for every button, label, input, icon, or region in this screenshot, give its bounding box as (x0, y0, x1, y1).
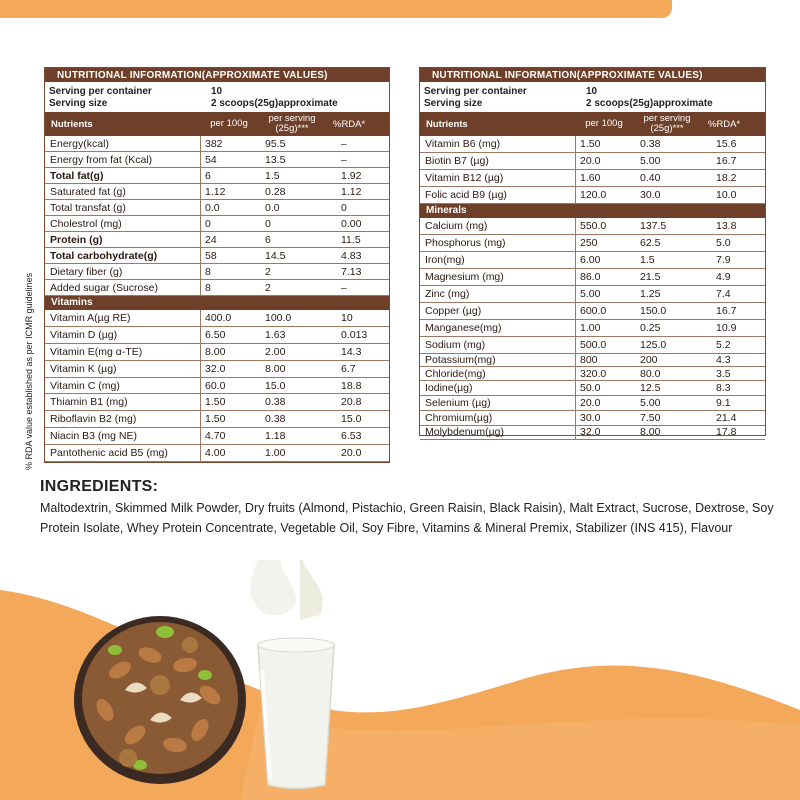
value-per-100g: 400.0 (205, 311, 232, 324)
nutrient-name: Vitamin A(µg RE) (45, 310, 201, 326)
value-per-serving: 2 (265, 281, 271, 294)
value-per-100g: 6.00 (580, 254, 601, 266)
left-rows-vitamins (45, 310, 389, 462)
nutrient-name: Cholestrol (mg) (45, 216, 201, 231)
value-rda: 7.4 (716, 288, 731, 300)
value-per-serving: 80.0 (640, 367, 661, 380)
nutrient-row (420, 218, 765, 235)
nutrient-row (45, 232, 389, 248)
value-per-serving: 100.0 (265, 311, 292, 324)
value-per-serving: 150.0 (640, 305, 667, 317)
value-per-100g: 6.50 (205, 328, 226, 341)
nutrient-name: Copper (µg) (420, 303, 576, 319)
value-per-100g: 20.0 (580, 397, 601, 409)
value-per-serving: 0.38 (640, 138, 661, 150)
nutrient-row (420, 269, 765, 286)
nutrient-row (420, 337, 765, 354)
serving-per-container-value: 10 (586, 86, 598, 97)
value-per-100g: 4.00 (205, 447, 226, 460)
value-per-serving: 125.0 (640, 339, 667, 351)
serving-size-label: Serving size (49, 98, 108, 109)
value-per-100g: 32.0 (205, 362, 226, 375)
nutrient-row (45, 152, 389, 168)
value-per-100g: 0 (205, 217, 211, 230)
ingredients-title: INGREDIENTS: (40, 478, 159, 495)
value-per-serving: 2.00 (265, 345, 286, 358)
value-per-100g: 600.0 (580, 305, 607, 317)
value-per-serving: 0.38 (265, 413, 286, 426)
value-rda: 4.3 (716, 354, 731, 366)
value-per-100g: 6 (205, 169, 211, 182)
value-per-serving: 8.00 (265, 362, 286, 375)
nutrient-name: Biotin B7 (µg) (420, 153, 576, 169)
value-per-100g: 1.50 (205, 413, 226, 426)
value-per-serving: 5.00 (640, 397, 661, 409)
nutrient-row (45, 310, 389, 327)
value-per-100g: 54 (205, 153, 217, 166)
value-per-100g: 320.0 (580, 367, 607, 380)
value-per-serving: 12.5 (640, 382, 661, 394)
nutrient-name: Total transfat (g) (45, 200, 201, 215)
value-per-serving: 1.63 (265, 328, 286, 341)
header-nutrients: Nutrients (51, 118, 93, 130)
table-header (420, 112, 765, 136)
value-per-serving: 2 (265, 265, 271, 278)
value-per-serving: 1.18 (265, 430, 286, 443)
nutrient-name: Protein (g) (45, 232, 201, 247)
nutrient-name: Vitamin E(mg α-TE) (45, 344, 201, 360)
value-rda: 8.3 (716, 382, 731, 394)
left-rows-general (45, 136, 389, 296)
serving-per-container-value: 10 (211, 86, 223, 97)
nutrient-name: Magnesium (mg) (420, 269, 576, 285)
value-rda: 10.0 (716, 189, 737, 201)
value-per-100g: 24 (205, 233, 217, 246)
value-rda: 5.2 (716, 339, 731, 351)
serving-per-container-label: Serving per container (424, 86, 527, 97)
top-orange-band (0, 0, 672, 18)
nutrient-name: Selenium (µg) (420, 396, 576, 410)
nutrient-row (420, 286, 765, 303)
value-rda: 7.13 (341, 265, 362, 278)
value-per-serving: 0.38 (265, 396, 286, 409)
nutrient-row (45, 428, 389, 445)
header-rda: %RDA* (708, 118, 741, 130)
value-rda: 7.9 (716, 254, 731, 266)
value-per-100g: 1.12 (205, 185, 226, 198)
value-per-serving: 15.0 (265, 379, 286, 392)
ingredients-text: Maltodextrin, Skimmed Milk Powder, Dry fruits (Almond, Pistachio, Green Raisin, Black Raisin), Malt Extract, Sucrose, Dextrose, Soy Protein Isolate, Whey Protein Concentrate, Vegetable Oil, Soy Fibre, Vitamins & Mineral Premix, Stabilizer (INS 415), Flavour (40, 501, 774, 535)
value-per-serving: 5.00 (640, 155, 661, 167)
header-per-serving: per serving (25g)*** (268, 113, 316, 134)
value-per-serving: 13.5 (265, 153, 286, 166)
nutrient-name: Vitamin D (µg) (45, 327, 201, 343)
value-rda: 10 (341, 311, 353, 324)
nutrient-row (420, 153, 765, 170)
nutrient-name: Potassium(mg) (420, 354, 576, 366)
nutrient-row (420, 396, 765, 411)
serving-size-value: 2 scoops(25g)approximate (586, 98, 713, 109)
header-nutrients: Nutrients (426, 118, 468, 130)
value-per-serving: 0.25 (640, 322, 661, 334)
value-per-100g: 4.70 (205, 430, 226, 443)
section-vitamins: Vitamins (45, 296, 389, 310)
nutrient-row (420, 354, 765, 367)
table-title: NUTRITIONAL INFORMATION(APPROXIMATE VALUES) (45, 68, 389, 82)
value-rda: 13.8 (716, 220, 737, 232)
value-per-100g: 1.60 (580, 172, 601, 184)
value-rda: 6.7 (341, 362, 356, 375)
value-per-100g: 550.0 (580, 220, 607, 232)
nutrient-name: Calcium (mg) (420, 218, 576, 234)
nutrient-row (45, 200, 389, 216)
value-rda: 0 (341, 201, 347, 214)
value-per-100g: 8.00 (205, 345, 226, 358)
value-per-100g: 5.00 (580, 288, 601, 300)
value-per-100g: 30.0 (580, 412, 601, 424)
nutrient-name: Dietary fiber (g) (45, 264, 201, 279)
value-per-serving: 21.5 (640, 271, 661, 283)
nutrient-name: Iron(mg) (420, 252, 576, 268)
value-per-100g: 8 (205, 281, 211, 294)
value-per-serving: 8.00 (640, 426, 661, 439)
value-per-100g: 58 (205, 249, 217, 262)
value-rda: 16.7 (716, 155, 737, 167)
value-rda: 1.12 (341, 185, 362, 198)
nutrient-row (45, 394, 389, 411)
nutrition-table-left (44, 67, 390, 463)
value-rda: – (341, 153, 347, 166)
value-per-serving: 7.50 (640, 412, 661, 424)
value-per-serving: 6 (265, 233, 271, 246)
value-per-100g: 382 (205, 137, 223, 150)
value-per-serving: 1.00 (265, 447, 286, 460)
value-rda: 20.8 (341, 396, 362, 409)
value-per-100g: 32.0 (580, 426, 601, 439)
nutrient-name: Energy(kcal) (45, 136, 201, 151)
nutrient-row (420, 170, 765, 187)
value-rda: 0.00 (341, 217, 362, 230)
nutrient-row (45, 280, 389, 296)
value-per-100g: 500.0 (580, 339, 607, 351)
value-per-serving: 30.0 (640, 189, 661, 201)
value-per-serving: 137.5 (640, 220, 667, 232)
header-per-100g: per 100g (210, 118, 248, 129)
rda-footnote: % RDA value established as per ICMR guidelines (24, 272, 34, 470)
value-rda: 3.5 (716, 367, 731, 380)
value-rda: 15.0 (341, 413, 362, 426)
nutrient-name: Manganese(mg) (420, 320, 576, 336)
value-per-100g: 800 (580, 354, 598, 366)
table-title: NUTRITIONAL INFORMATION(APPROXIMATE VALUES) (420, 68, 765, 82)
nutrient-row (420, 303, 765, 320)
nutrient-row (45, 136, 389, 152)
value-rda: 18.2 (716, 172, 737, 184)
nutrient-name: Total fat(g) (45, 168, 201, 183)
section-minerals: Minerals (420, 204, 765, 218)
nut-bowl-image (74, 616, 246, 784)
value-rda: 4.9 (716, 271, 731, 283)
serving-info (45, 82, 389, 112)
nutrient-row (420, 367, 765, 381)
nutrient-row (420, 426, 765, 440)
serving-size-label: Serving size (424, 98, 483, 109)
nutrient-row (45, 184, 389, 200)
value-rda: 10.9 (716, 322, 737, 334)
value-rda: 21.4 (716, 412, 737, 424)
value-per-serving: 0.40 (640, 172, 661, 184)
nutrient-row (45, 411, 389, 428)
value-rda: 0.013 (341, 328, 368, 341)
value-rda: 6.53 (341, 430, 362, 443)
header-rda: %RDA* (333, 118, 366, 130)
nutrient-name: Niacin B3 (mg NE) (45, 428, 201, 444)
value-per-serving: 0.28 (265, 185, 286, 198)
value-rda: 1.92 (341, 169, 362, 182)
nutrient-row (420, 235, 765, 252)
nutrient-row (420, 252, 765, 269)
value-per-serving: 62.5 (640, 237, 661, 249)
product-illustration (0, 560, 800, 800)
nutrient-row (420, 381, 765, 396)
nutrient-row (45, 361, 389, 378)
value-per-100g: 8 (205, 265, 211, 278)
value-per-serving: 1.25 (640, 288, 661, 300)
right-rows-vitamins (420, 136, 765, 204)
serving-size-value: 2 scoops(25g)approximate (211, 98, 338, 109)
nutrient-name: Saturated fat (g) (45, 184, 201, 199)
nutrient-name: Vitamin B6 (mg) (420, 136, 576, 152)
nutrient-row (45, 248, 389, 264)
nutrient-name: Chloride(mg) (420, 367, 576, 380)
table-header (45, 112, 389, 136)
value-per-100g: 86.0 (580, 271, 601, 283)
nutrient-name: Pantothenic acid B5 (mg) (45, 445, 201, 461)
serving-info (420, 82, 765, 112)
header-per-100g: per 100g (585, 118, 623, 129)
nutrient-name: Phosphorus (mg) (420, 235, 576, 251)
nutrient-row (45, 445, 389, 462)
value-rda: – (341, 281, 347, 294)
value-rda: 4.83 (341, 249, 362, 262)
nutrient-row (45, 378, 389, 395)
value-rda: 20.0 (341, 447, 362, 460)
nutrient-row (45, 168, 389, 184)
value-per-serving: 14.5 (265, 249, 286, 262)
value-per-100g: 1.50 (205, 396, 226, 409)
value-per-100g: 20.0 (580, 155, 601, 167)
nutrient-name: Thiamin B1 (mg) (45, 394, 201, 410)
value-per-serving: 95.5 (265, 137, 286, 150)
value-per-100g: 50.0 (580, 382, 601, 394)
nutrient-row (420, 136, 765, 153)
nutrient-name: Energy from fat (Kcal) (45, 152, 201, 167)
nutrient-row (420, 411, 765, 426)
nutrient-row (45, 327, 389, 344)
nutrient-row (45, 216, 389, 232)
nutrient-row (420, 320, 765, 337)
nutrient-name: Chromium(µg) (420, 411, 576, 425)
nutrient-name: Iodine(µg) (420, 381, 576, 395)
nutrient-name: Vitamin B12 (µg) (420, 170, 576, 186)
nutrient-row (420, 187, 765, 204)
nutrient-name: Zinc (mg) (420, 286, 576, 302)
value-rda: 11.5 (341, 233, 361, 246)
nutrient-name: Vitamin C (mg) (45, 378, 201, 394)
nutrient-name: Added sugar (Sucrose) (45, 280, 201, 295)
serving-per-container-label: Serving per container (49, 86, 152, 97)
nutrient-row (45, 264, 389, 280)
value-per-serving: 200 (640, 354, 658, 366)
nutrient-name: Riboflavin B2 (mg) (45, 411, 201, 427)
value-per-serving: 0.0 (265, 201, 280, 214)
value-per-100g: 120.0 (580, 189, 607, 201)
header-per-serving: per serving (25g)*** (643, 113, 691, 134)
value-rda: 15.6 (716, 138, 737, 150)
value-per-serving: 1.5 (640, 254, 655, 266)
nutrition-table-right (419, 67, 766, 439)
value-rda: 16.7 (716, 305, 737, 317)
value-rda: 5.0 (716, 237, 731, 249)
value-per-100g: 250 (580, 237, 598, 249)
nutrient-name: Total carbohydrate(g) (45, 248, 201, 263)
value-per-100g: 1.50 (580, 138, 601, 150)
value-per-serving: 1.5 (265, 169, 280, 182)
value-rda: 17.8 (716, 426, 737, 439)
nutrient-name: Molybdenum(µg) (420, 426, 576, 439)
nutrient-name: Vitamin K (µg) (45, 361, 201, 377)
value-rda: 14.3 (341, 345, 362, 358)
right-rows-minerals (420, 218, 765, 440)
value-rda: 9.1 (716, 397, 731, 409)
nutrient-name: Sodium (mg) (420, 337, 576, 353)
nutrient-name: Folic acid B9 (µg) (420, 187, 576, 203)
value-per-100g: 1.00 (580, 322, 601, 334)
value-rda: – (341, 137, 347, 150)
value-per-100g: 0.0 (205, 201, 220, 214)
nutrient-row (45, 344, 389, 361)
value-per-100g: 60.0 (205, 379, 226, 392)
value-per-serving: 0 (265, 217, 271, 230)
value-rda: 18.8 (341, 379, 362, 392)
